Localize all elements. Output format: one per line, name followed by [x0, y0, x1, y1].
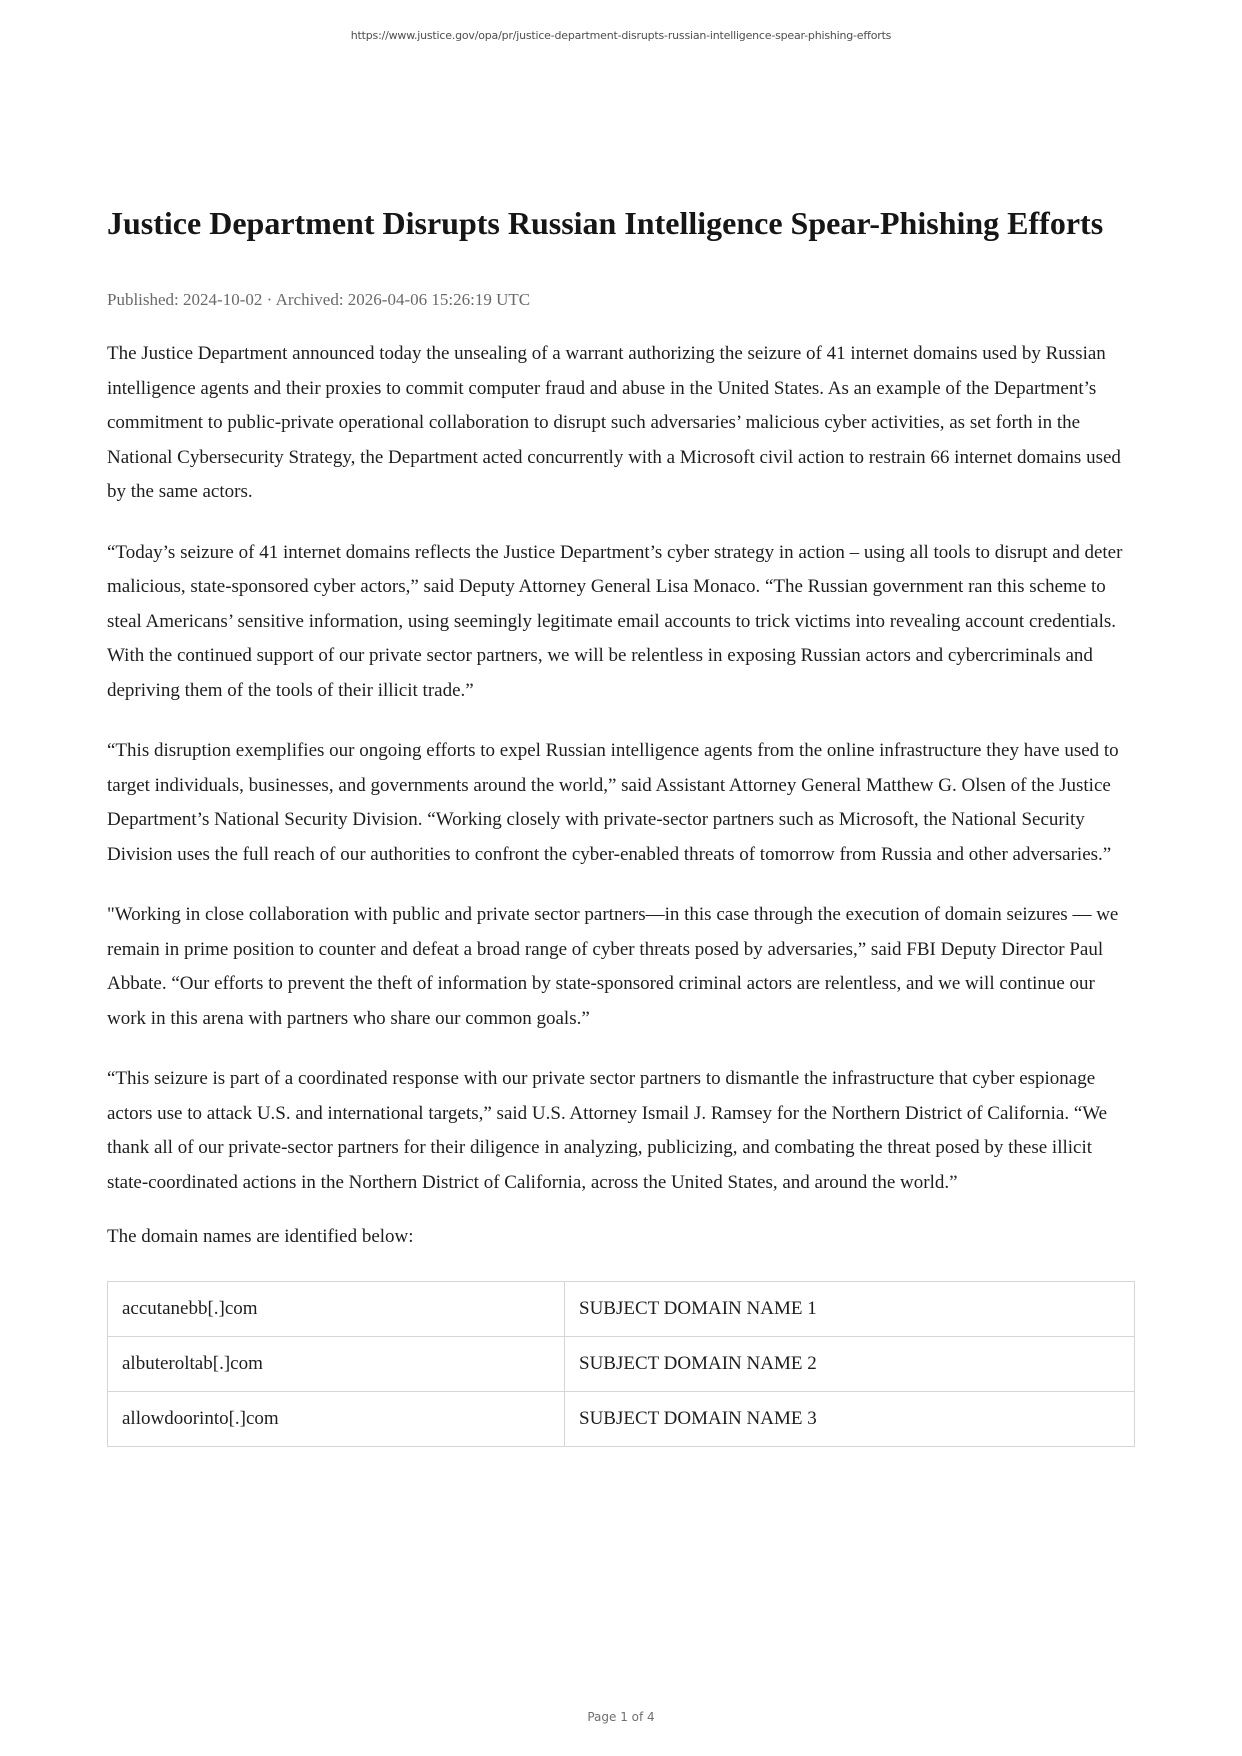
paragraph-abbate-quote: "Working in close collaboration with public and private sector partners—in this case through the execution of domain seizures — we remain in prime position to counter and defeat a broad range of cyber threats posed by adversaries,” said FBI Deputy Director Paul Abbate. “Our efforts to prevent the theft of information by state-sponsored criminal actors are relentless, and we will continue our work in this arena with partners who share our common goals.”: [107, 904, 1119, 1029]
table-row: [108, 1281, 1135, 1336]
table-row: [108, 1391, 1135, 1446]
domain-cell: albuteroltab[.]com: [108, 1336, 565, 1391]
published-archived-text: Published: 2024-10-02 · Archived: 2026-04-06 15:26:19 UTC: [107, 290, 531, 309]
domain-table: [107, 1281, 1135, 1447]
domain-cell: allowdoorinto[.]com: [108, 1391, 565, 1446]
paragraph-ramsey-quote: “This seizure is part of a coordinated response with our private sector partners to dismantle the infrastructure that cyber espionage actors use to attack U.S. and international targets,” said U.S. Attorney Ismail J. Ramsey for the Northern District of California. “We thank all of our private-sector partners for their diligence in analyzing, publicizing, and combating the threat posed by these illicit state-coordinated actions in the Northern District of California, across the United States, and around the world.”: [107, 1068, 1108, 1193]
table-intro-text: The domain names are identified below:: [107, 1226, 414, 1247]
paragraph-olsen-quote: “This disruption exemplifies our ongoing efforts to expel Russian intelligence agents from the online infrastructure they have used to target individuals, businesses, and governments around the world,” said Assistant Attorney General Matthew G. Olsen of the Justice Department’s National Security Division. “Working closely with private-sector partners such as Microsoft, the National Security Division uses the full reach of our authorities to confront the cyber-enabled threats of tomorrow from Russia and other adversaries.”: [107, 740, 1119, 865]
article-meta-line: [107, 287, 1135, 313]
page-footer: [0, 1710, 1242, 1724]
page-title: Justice Department Disrupts Russian Intelligence Spear-Phishing Efforts: [107, 205, 1104, 241]
domain-table-body: [108, 1281, 1135, 1446]
domain-cell: accutanebb[.]com: [108, 1281, 565, 1336]
subject-domain-name-cell: SUBJECT DOMAIN NAME 2: [565, 1336, 1135, 1391]
source-url: https://www.justice.gov/opa/pr/justice-department-disrupts-russian-intelligence-spear-phishing-efforts: [350, 29, 892, 42]
archive-url-header: [0, 29, 1242, 42]
paragraph-announcement: The Justice Department announced today the unsealing of a warrant authorizing the seizure of 41 internet domains used by Russian intelligence agents and their proxies to commit computer fraud and abuse in the United States. As an example of the Department’s commitment to public-private operational collaboration to disrupt such adversaries’ malicious cyber activities, as set forth in the National Cybersecurity Strategy, the Department acted concurrently with a Microsoft civil action to restrain 66 internet domains used by the same actors.: [107, 343, 1121, 502]
table-row: [108, 1336, 1135, 1391]
subject-domain-name-cell: SUBJECT DOMAIN NAME 3: [565, 1391, 1135, 1446]
page-indicator: Page 1 of 4: [587, 1710, 655, 1724]
paragraph-monaco-quote: “Today’s seizure of 41 internet domains reflects the Justice Department’s cyber strategy in action – using all tools to disrupt and deter malicious, state-sponsored cyber actors,” said Deputy Attorney General Lisa Monaco. “The Russian government ran this scheme to steal Americans’ sensitive information, using seemingly legitimate email accounts to trick victims into revealing account credentials. With the continued support of our private sector partners, we will be relentless in exposing Russian actors and cybercriminals and depriving them of the tools of their illicit trade.”: [107, 541, 1123, 701]
subject-domain-name-cell: SUBJECT DOMAIN NAME 1: [565, 1281, 1135, 1336]
